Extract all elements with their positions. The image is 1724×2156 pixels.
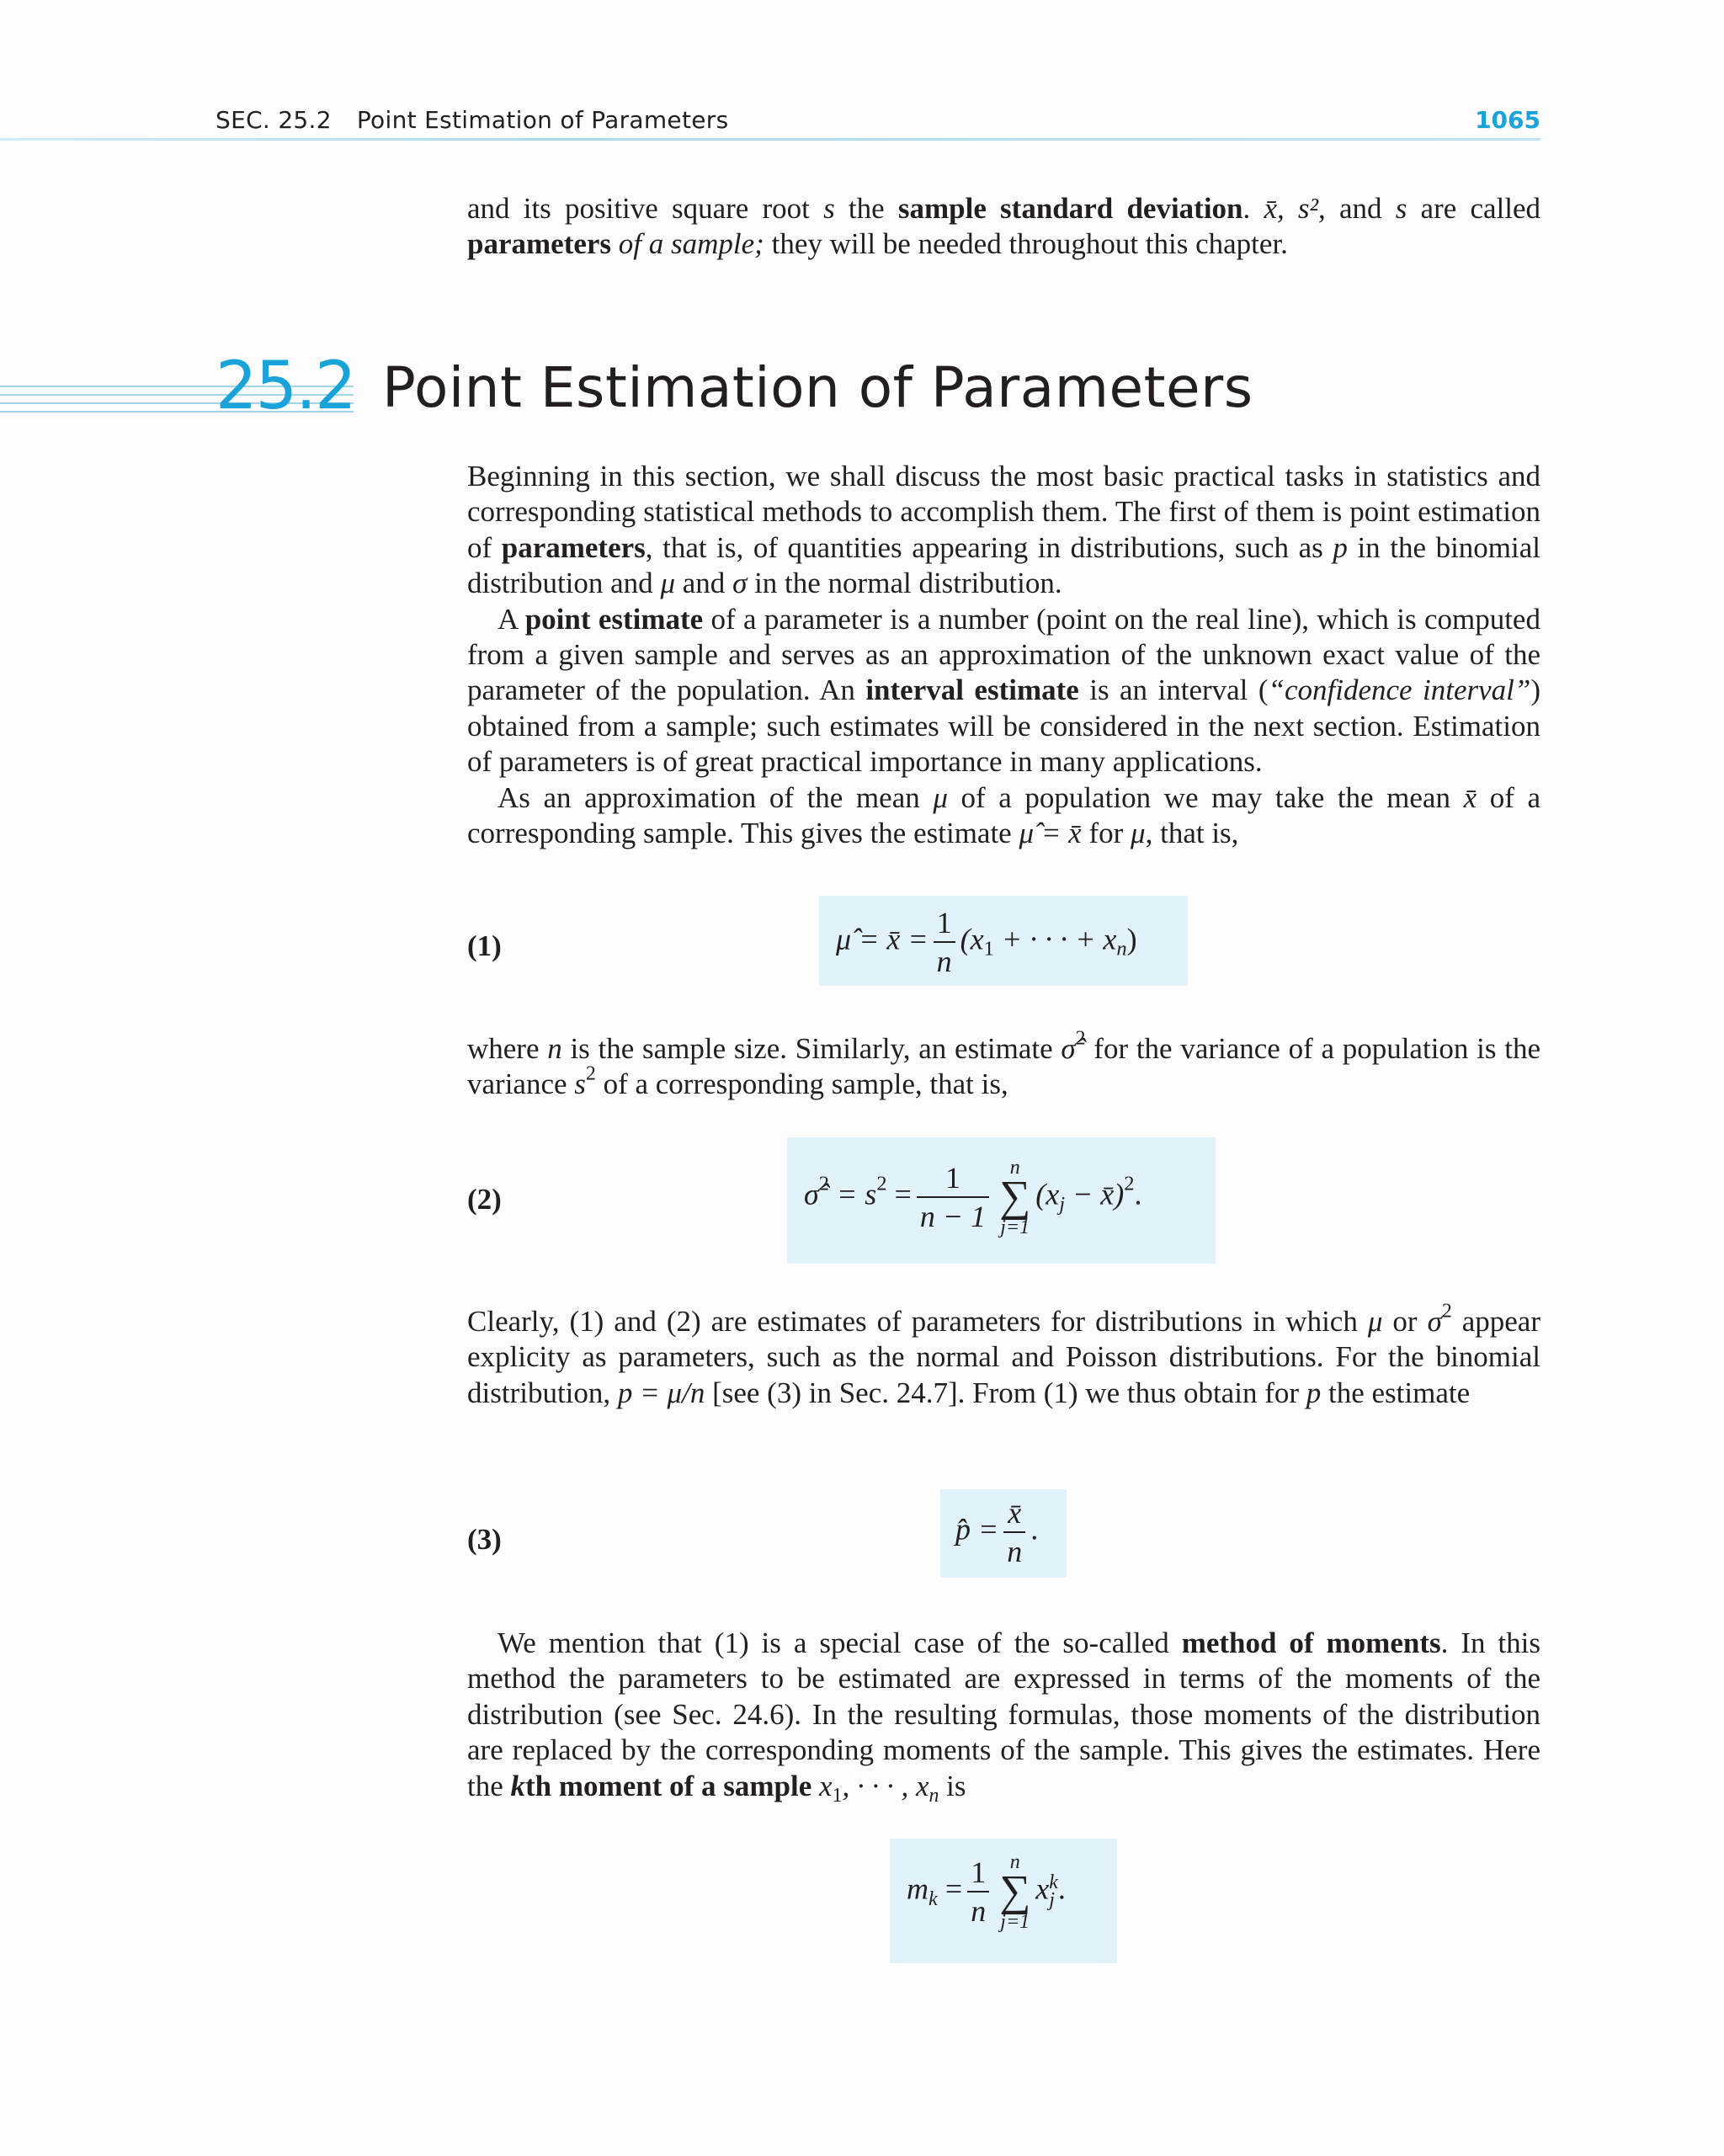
paragraph-3: As an approximation of the mean μ of a population we may take the mean x̄ of a corresponding sample. This gives the estimate μ̂ = x̄ for μ, that is, (467, 780, 1540, 850)
equation-1: μ̂ = x̄ = $\frac{1}{n}$ ($x_1$ + · · · + $x_n$) (836, 906, 1137, 978)
body-paragraphs (467, 459, 1540, 851)
running-header (216, 106, 1540, 140)
equation-3: p̂ = $\frac{x̄}{n}$ . (955, 1496, 1039, 1568)
paragraph-4: where n is the sample size. Similarly, an estimate σ̂$^2$ for the variance of a population is the variance $s^2$ of a corresponding sample, that is, (467, 1027, 1540, 1101)
header-rule (0, 138, 1540, 141)
section-label: SEC. 25.2 (216, 106, 332, 134)
equation-4: $m_k$ = $\frac{1}{n}$ n ∑ j=1 x k j . (907, 1851, 1066, 1933)
intro-paragraph: and its positive square root s the sample standard deviation. x̄, s², and s are called parameters of a sample; they will be needed throughout this chapter. (467, 192, 1540, 261)
equation-2: σ̂$^2$ = $s^2$ = $\frac{1}{n - 1}$ n ∑ j=1 ($x_j$ − x̄)$^2$. (804, 1157, 1142, 1238)
equation-3-box (940, 1489, 1067, 1578)
equation-4-box (890, 1839, 1117, 1963)
paragraph-2: A point estimate of a parameter is a number (point on the real line), which is computed from a given sample and serves as an approximation of the unknown exact value of the parameter of the population. An interval estimate is an interval (“confidence interval”) obtained from a sample; such estimates will be considered in the next section. Estimation of parameters is of great practical importance in many applications. (467, 602, 1540, 779)
paragraph-5: Clearly, (1) and (2) are estimates of parameters for distributions in which μ or $\sigma^2$ appear explicity as parameters, such as the normal and Poisson distributions. For the binomial distribution, p = μ/n [see (3) in Sec. 24.7]. From (1) we thus obtain for p the estimate (467, 1300, 1540, 1409)
equation-2-label: (2) (467, 1183, 502, 1216)
equation-1-box (819, 896, 1188, 986)
equation-3-label: (3) (467, 1523, 502, 1556)
page-number: 1065 (1475, 106, 1540, 134)
equation-1-label: (1) (467, 929, 502, 962)
section-title: Point Estimation of Parameters (382, 355, 1253, 420)
equation-2-box (787, 1137, 1216, 1264)
paragraph-1: Beginning in this section, we shall discuss the most basic practical tasks in statistics and corresponding statistical methods to accomplish them. The first of them is point estimation of parameters, that is, of quantities appearing in distributions, such as p in the binomial distribution and μ and σ in the normal distribution. (467, 460, 1541, 600)
running-header-section (216, 106, 728, 134)
paragraph-6: We mention that (1) is a special case of the so-called method of moments. In this method the parameters to be estimated are expressed in terms of the moments of the distribution (see Sec. 24.6). In the resulting formulas, those moments of the distribution are replaced by the corresponding moments of the sample. This gives the estimates. Here the kth moment of a sample $x_1$, · · · , $x_n$ is (467, 1626, 1540, 1807)
running-title: Point Estimation of Parameters (356, 106, 729, 134)
section-number: 25.2 (216, 349, 355, 424)
